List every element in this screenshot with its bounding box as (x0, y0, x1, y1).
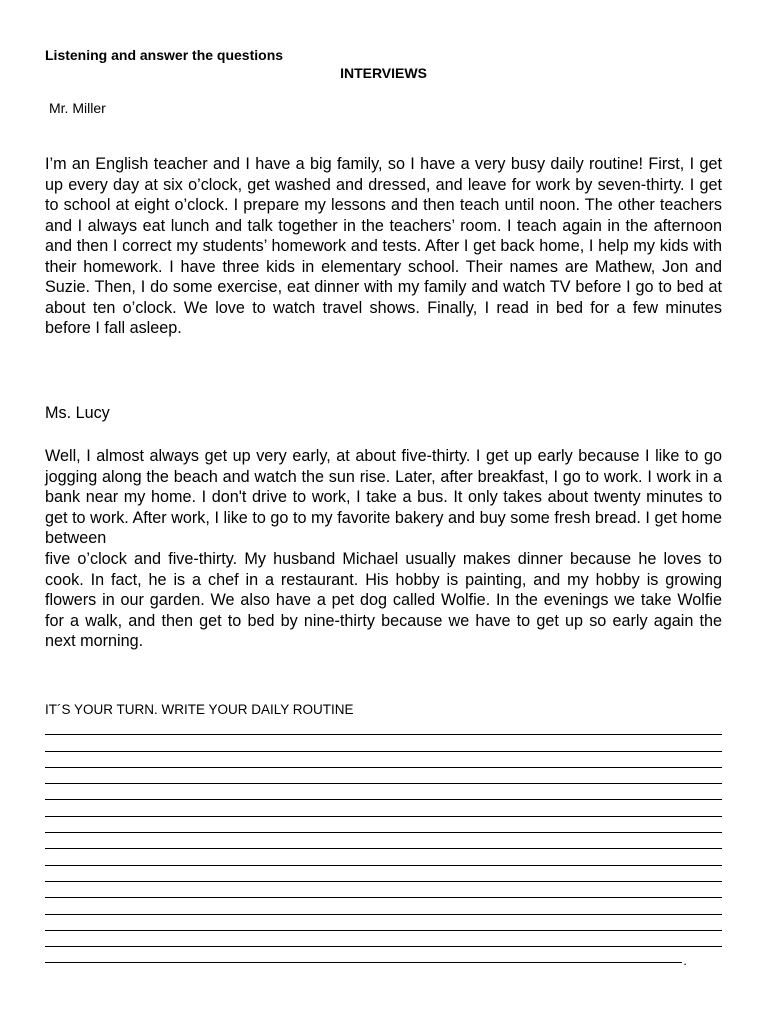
writing-line[interactable] (45, 735, 722, 751)
worksheet-page (45, 0, 722, 1024)
writing-line[interactable] (45, 898, 722, 914)
interview-lucy-text-part1: Well, I almost always get up very early, at about five-thirty. I get up early because I like to go jogging along the beach and watch the sun rise. Later, after breakfast, I go to work. I work in a bank near my home. I don't drive to work, I take a bus. It only takes about twenty minutes to get to work. After work, I like to go to my favorite bakery and buy some fresh bread. I get home between (45, 447, 722, 547)
writing-line[interactable] (45, 866, 722, 882)
writing-line[interactable] (45, 784, 722, 800)
writing-line-last[interactable] (45, 947, 687, 969)
page-title: INTERVIEWS (340, 65, 427, 81)
writing-line[interactable] (45, 817, 722, 833)
writing-line[interactable] (45, 768, 722, 784)
writing-line[interactable] (45, 931, 722, 947)
writing-line[interactable] (45, 849, 722, 865)
writing-line[interactable] (45, 833, 722, 849)
writing-line[interactable] (45, 752, 722, 768)
interview-miller-text: I’m an English teacher and I have a big family, so I have a very busy daily routine! First, I get up every day at six o’clock, get washed and dressed, and leave for work by seven-thirty. I get to school at eight o’clock. I prepare my lessons and then teach until noon. The other teachers and I always eat lunch and talk together in the teachers’ room. I teach again in the afternoon and then I correct my students’ homework and tests. After I get back home, I help my kids with their homework. I have three kids in elementary school. Their names are Mathew, Jon and Suzie. Then, I do some exercise, eat dinner with my family and watch TV before I go to bed at about ten o’clock. We love to watch travel shows. Finally, I read in bed for a few minutes before I fall asleep. (45, 155, 722, 337)
writing-line[interactable] (45, 882, 722, 898)
exercise-label: IT´S YOUR TURN. WRITE YOUR DAILY ROUTINE (45, 702, 354, 717)
speaker-name-lucy: Ms. Lucy (45, 404, 110, 422)
interview-lucy-text-part2: five o’clock and five-thirty. My husband Michael usually makes dinner because he loves to cook. In fact, he is a chef in a restaurant. His hobby is painting, and my hobby is growing flowers in our garden. We also have a pet dog called Wolfie. In the evenings we take Wolfie for a walk, and then get to bed by nine-thirty because we have to get up so early again the next morning. (45, 550, 722, 650)
writing-lines[interactable] (45, 719, 722, 969)
writing-line[interactable] (45, 719, 722, 735)
instruction-heading: Listening and answer the questions (45, 47, 284, 63)
speaker-name-miller: Mr. Miller (49, 100, 106, 116)
writing-line[interactable] (45, 915, 722, 931)
writing-line[interactable] (45, 800, 722, 816)
end-period: . (683, 953, 687, 969)
